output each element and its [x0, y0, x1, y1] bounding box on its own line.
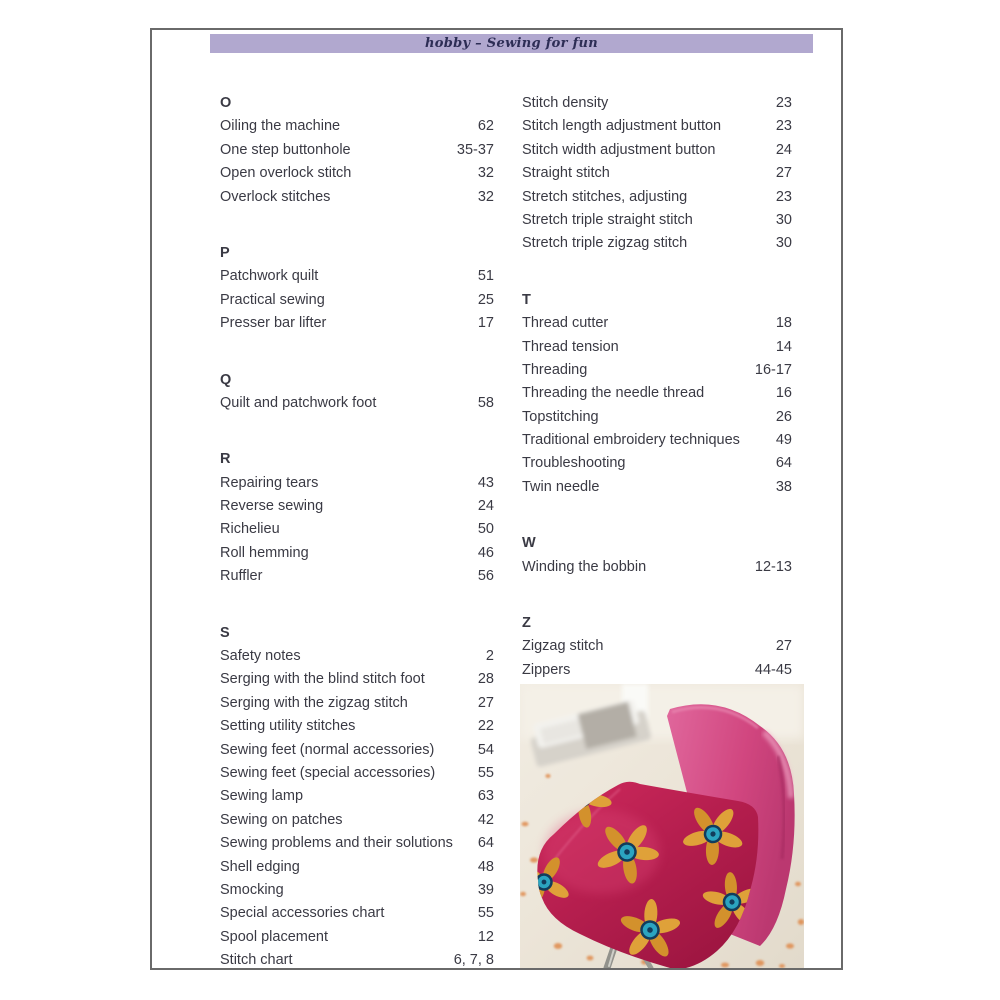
- index-entry-row: [522, 115, 792, 138]
- index-entry-row: [220, 949, 494, 972]
- entry-page-number: 23: [775, 118, 792, 135]
- entry-label: Topstitching: [522, 408, 599, 425]
- entry-page-number: 38: [775, 478, 792, 495]
- entry-page-number: 58: [477, 394, 494, 411]
- entry-page-number: 14: [775, 338, 792, 355]
- cushion-photo: [520, 684, 804, 968]
- entry-label: Reverse sewing: [220, 498, 324, 515]
- entry-page-number: 27: [775, 165, 792, 182]
- entry-label: Threading: [522, 361, 588, 378]
- entry-page-number: 16: [775, 385, 792, 402]
- entry-page-number: 32: [477, 188, 494, 205]
- entry-label: Stitch length adjustment button: [522, 118, 722, 135]
- entry-label: Shell edging: [220, 858, 300, 875]
- entry-page-number: 12-13: [754, 558, 792, 575]
- entry-label: Oiling the machine: [220, 118, 341, 135]
- index-section-t: [522, 289, 792, 500]
- entry-label: Sewing problems and their solutions: [220, 835, 453, 852]
- entry-page-number: 6, 7, 8: [453, 952, 494, 969]
- index-entry-row: [220, 762, 494, 785]
- entry-page-number: 46: [477, 544, 494, 561]
- entry-label: Stitch density: [522, 95, 609, 111]
- entry-label: Stretch triple straight stitch: [522, 211, 693, 228]
- index-entry-row: [220, 715, 494, 738]
- index-entry-row: [220, 739, 494, 762]
- index-section-s: [220, 622, 494, 973]
- entry-page-number: 30: [775, 211, 792, 228]
- index-entry-row: [220, 472, 494, 495]
- index-entry-row: [522, 162, 792, 185]
- entry-label: Overlock stitches: [220, 188, 331, 205]
- index-section-z: [522, 612, 792, 682]
- entry-label: Stitch chart: [220, 952, 293, 969]
- entry-page-number: 2: [485, 648, 494, 665]
- entry-label: Traditional embroidery techniques: [522, 432, 740, 449]
- index-entry-row: [220, 809, 494, 832]
- index-entry-row: [522, 476, 792, 499]
- index-entry-row: [522, 429, 792, 452]
- entry-label: One step buttonhole: [220, 141, 351, 158]
- entry-label: Presser bar lifter: [220, 315, 327, 332]
- entry-label: Serging with the zigzag stitch: [220, 694, 408, 711]
- index-entry-row: [522, 232, 792, 255]
- index-section-q: [220, 369, 494, 416]
- section-letter: P: [220, 244, 230, 261]
- index-entry-row: [220, 162, 494, 185]
- index-section-p: [220, 242, 494, 336]
- entry-label: Special accessories chart: [220, 905, 385, 922]
- entry-page-number: 22: [477, 718, 494, 735]
- banner-title: hobby – Sewing for fun: [425, 36, 598, 51]
- entry-label: Safety notes: [220, 648, 301, 665]
- entry-page-number: 49: [775, 432, 792, 449]
- index-column-left: [220, 92, 494, 973]
- entry-page-number: 42: [477, 811, 494, 828]
- index-entry-row: [522, 92, 792, 115]
- entry-page-number: 63: [477, 788, 494, 805]
- book-page: [150, 28, 843, 970]
- index-section-w: [522, 532, 792, 579]
- index-entry-row: [522, 382, 792, 405]
- section-letter: O: [220, 95, 232, 111]
- section-letter: Q: [220, 371, 232, 388]
- index-entry-row: [220, 265, 494, 288]
- entry-label: Quilt and patchwork foot: [220, 394, 377, 411]
- entry-page-number: 23: [775, 95, 792, 111]
- entry-label: Open overlock stitch: [220, 165, 352, 182]
- index-entry-row: [522, 659, 792, 682]
- index-entry-row: [220, 139, 494, 162]
- entry-label: Stitch width adjustment button: [522, 141, 716, 158]
- entry-page-number: 24: [477, 498, 494, 515]
- entry-label: Smocking: [220, 881, 284, 898]
- entry-label: Zigzag stitch: [522, 638, 604, 655]
- entry-label: Serging with the blind stitch foot: [220, 671, 425, 688]
- entry-label: Twin needle: [522, 478, 600, 495]
- index-entry-row: [220, 186, 494, 209]
- entry-page-number: 56: [477, 568, 494, 585]
- entry-label: Sewing feet (special accessories): [220, 764, 436, 781]
- entry-page-number: 30: [775, 235, 792, 252]
- index-entry-row: [220, 832, 494, 855]
- entry-page-number: 17: [477, 315, 494, 332]
- page-header-banner: [210, 34, 813, 53]
- entry-label: Patchwork quilt: [220, 268, 319, 285]
- entry-label: Sewing on patches: [220, 811, 343, 828]
- entry-page-number: 43: [477, 474, 494, 491]
- entry-page-number: 39: [477, 881, 494, 898]
- index-entry-row: [220, 312, 494, 335]
- index-entry-row: [220, 542, 494, 565]
- index-entry-row: [522, 186, 792, 209]
- entry-label: Richelieu: [220, 521, 280, 538]
- index-entry-row: [220, 565, 494, 588]
- index-entry-row: [220, 289, 494, 312]
- index-section-continued: [522, 92, 792, 256]
- section-letter: Z: [522, 615, 531, 632]
- entry-label: Spool placement: [220, 928, 329, 945]
- index-entry-row: [220, 668, 494, 691]
- entry-page-number: 32: [477, 165, 494, 182]
- entry-label: Roll hemming: [220, 544, 309, 561]
- section-letter: W: [522, 535, 536, 552]
- index-entry-row: [220, 785, 494, 808]
- entry-label: Troubleshooting: [522, 455, 626, 472]
- entry-page-number: 51: [477, 268, 494, 285]
- entry-label: Zippers: [522, 661, 571, 678]
- entry-page-number: 23: [775, 188, 792, 205]
- entry-page-number: 25: [477, 291, 494, 308]
- entry-page-number: 24: [775, 141, 792, 158]
- entry-page-number: 28: [477, 671, 494, 688]
- section-letter: R: [220, 451, 231, 468]
- index-column-right: [522, 92, 792, 682]
- entry-page-number: 50: [477, 521, 494, 538]
- index-entry-row: [522, 556, 792, 579]
- entry-label: Sewing feet (normal accessories): [220, 741, 435, 758]
- index-section-r: [220, 448, 494, 588]
- entry-page-number: 64: [477, 835, 494, 852]
- entry-label: Thread cutter: [522, 315, 609, 332]
- entry-label: Sewing lamp: [220, 788, 304, 805]
- index-entry-row: [220, 902, 494, 925]
- index-section-o: [220, 92, 494, 209]
- entry-label: Threading the needle thread: [522, 385, 705, 402]
- entry-page-number: 62: [477, 118, 494, 135]
- index-entry-row: [522, 209, 792, 232]
- index-entry-row: [220, 518, 494, 541]
- index-entry-row: [522, 312, 792, 335]
- entry-page-number: 12: [477, 928, 494, 945]
- cushion-photo-graphic: [520, 684, 804, 968]
- index-entry-row: [220, 692, 494, 715]
- entry-page-number: 26: [775, 408, 792, 425]
- index-entry-row: [220, 926, 494, 949]
- entry-page-number: 44-45: [754, 661, 792, 678]
- entry-label: Thread tension: [522, 338, 619, 355]
- index-entry-row: [522, 139, 792, 162]
- index-entry-row: [522, 635, 792, 658]
- index-entry-row: [522, 452, 792, 475]
- index-entry-row: [522, 359, 792, 382]
- index-entry-row: [220, 495, 494, 518]
- section-letter: T: [522, 291, 531, 308]
- index-entry-row: [220, 115, 494, 138]
- entry-page-number: 18: [775, 315, 792, 332]
- entry-page-number: 55: [477, 764, 494, 781]
- entry-label: Straight stitch: [522, 165, 610, 182]
- entry-label: Repairing tears: [220, 474, 319, 491]
- entry-page-number: 48: [477, 858, 494, 875]
- entry-page-number: 55: [477, 905, 494, 922]
- entry-label: Ruffler: [220, 568, 263, 585]
- index-entry-row: [220, 856, 494, 879]
- entry-page-number: 54: [477, 741, 494, 758]
- index-entry-row: [220, 392, 494, 415]
- entry-page-number: 27: [477, 694, 494, 711]
- entry-label: Stretch triple zigzag stitch: [522, 235, 688, 252]
- entry-page-number: 16-17: [754, 361, 792, 378]
- entry-label: Practical sewing: [220, 291, 325, 308]
- index-entry-row: [522, 336, 792, 359]
- section-letter: S: [220, 624, 230, 641]
- index-entry-row: [220, 645, 494, 668]
- entry-page-number: 27: [775, 638, 792, 655]
- entry-label: Stretch stitches, adjusting: [522, 188, 688, 205]
- entry-page-number: 35-37: [456, 141, 494, 158]
- entry-label: Setting utility stitches: [220, 718, 356, 735]
- entry-page-number: 64: [775, 455, 792, 472]
- index-entry-row: [522, 406, 792, 429]
- entry-label: Winding the bobbin: [522, 558, 647, 575]
- index-entry-row: [220, 879, 494, 902]
